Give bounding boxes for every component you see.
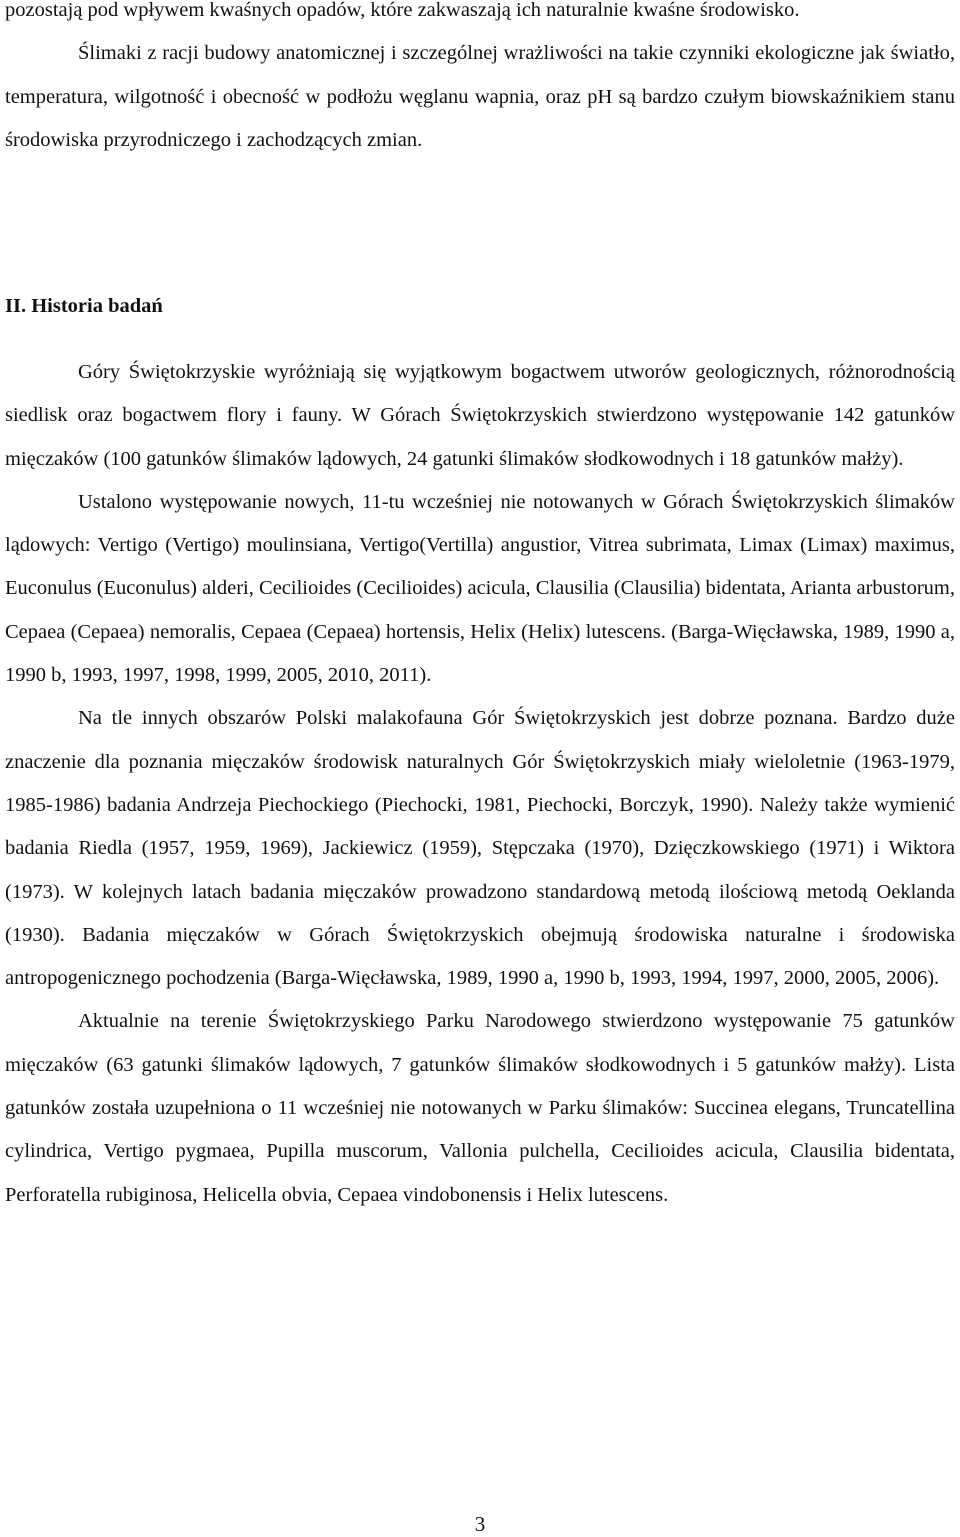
page-number: 3 [474, 1512, 486, 1536]
paragraph: Góry Świętokrzyskie wyróżniają się wyjątkowym bogactwem utworów geologicznych, różnorodnością siedlisk oraz bogactwem flory i fauny. W Górach Świętokrzyskich stwierdzono występowanie 142 gatunków mięczaków (100 gatunków ślimaków lądowych, 24 gatunki ślimaków słodkowodnych i 18 gatunków małży). [5, 361, 955, 470]
section-body [5, 351, 955, 1217]
paragraph: Ślimaki z racji budowy anatomicznej i szczególnej wrażliwości na takie czynniki ekologiczne jak światło, temperatura, wilgotność i obecność w podłożu węglanu wapnia, oraz pH są bardzo czułym biowskaźnikiem stanu środowiska przyrodniczego i zachodzących zmian. [5, 42, 955, 151]
paragraph: Ustalono występowanie nowych, 11-tu wcześniej nie notowanych w Górach Świętokrzyskich ślimaków lądowych: Vertigo (Vertigo) moulinsiana, Vertigo(Vertilla) angustior, Vitrea subrimata, Limax (Limax) maximus, Euconulus (Euconulus) alderi, Cecilioides (Cecilioides) acicula, Clausilia (Clausilia) bidentata, Arianta arbustorum, Cepaea (Cepaea) nemoralis, Cepaea (Cepaea) hortensis, Helix (Helix) lutescens. (Barga-Więcławska, 1989, 1990 a, 1990 b, 1993, 1997, 1998, 1999, 2005, 2010, 2011). [5, 490, 955, 687]
paragraph: pozostają pod wpływem kwaśnych opadów, które zakwaszają ich naturalnie kwaśne środowisko. [5, 0, 800, 21]
paragraph: Na tle innych obszarów Polski malakofauna Gór Świętokrzyskich jest dobrze poznana. Bardzo duże znaczenie dla poznania mięczaków środowisk naturalnych Gór Świętokrzyskich miały wieloletnie (1963-1979, 1985-1986) badania Andrzeja Piechockiego (Piechocki, 1981, Piechocki, Borczyk, 1990). Należy także wymienić badania Riedla (1957, 1959, 1969), Jackiewicz (1959), Stępczaka (1970), Dzięczkowskiego (1971) i Wiktora (1973). W kolejnych latach badania mięczaków prowadzono standardową metodą ilościową metodą Oeklanda (1930). Badania mięczaków w Górach Świętokrzyskich obejmują środowiska naturalne i środowiska antropogenicznego pochodzenia (Barga-Więcławska, 1989, 1990 a, 1990 b, 1993, 1994, 1997, 2000, 2005, 2006). [5, 707, 955, 990]
paragraph: Aktualnie na terenie Świętokrzyskiego Parku Narodowego stwierdzono występowanie 75 gatunków mięczaków (63 gatunki ślimaków lądowych, 7 gatunków ślimaków słodkowodnych i 5 gatunków małży). Lista gatunków została uzupełniona o 11 wcześniej nie notowanych w Parku ślimaków: Succinea elegans, Truncatellina cylindrica, Vertigo pygmaea, Pupilla muscorum, Vallonia pulchella, Cecilioides acicula, Clausilia bidentata, Perforatella rubiginosa, Helicella obvia, Cepaea vindobonensis i Helix lutescens. [5, 1010, 955, 1206]
intro-text [5, 0, 955, 162]
section-heading: II. Historia badań [5, 295, 163, 317]
